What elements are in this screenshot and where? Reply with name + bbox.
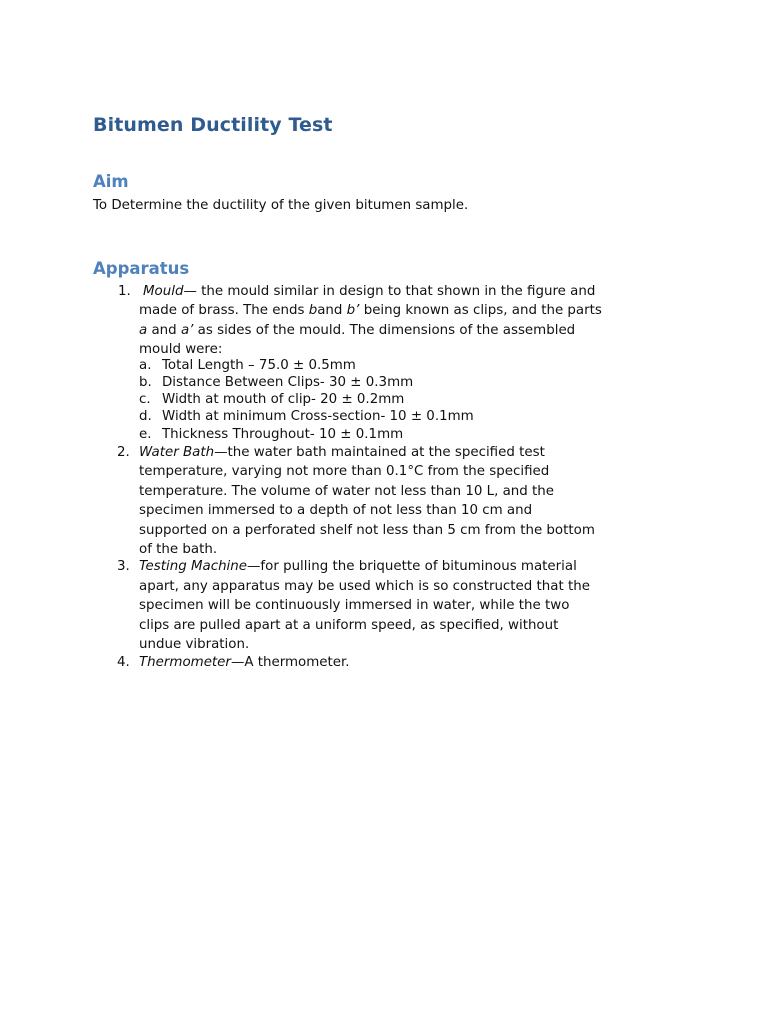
list-line: a and a’ as sides of the mould. The dimensions of the assembled: [139, 323, 576, 338]
list-line: specimen immersed to a depth of not less than 10 cm and: [139, 503, 533, 518]
list-line: mould were:: [139, 342, 223, 357]
list-line: temperature. The volume of water not less than 10 L, and the: [139, 484, 555, 499]
list-line: made of brass. The ends band b’ being known as clips, and the parts: [139, 303, 602, 318]
list-number: 2.: [117, 445, 130, 460]
term-testing-machine: Testing Machine: [139, 559, 248, 574]
aim-text: To Determine the ductility of the given bitumen sample.: [93, 198, 469, 213]
list-line: Mould— the mould similar in design to that shown in the figure and: [143, 284, 596, 299]
list-number: 3.: [117, 559, 130, 574]
document-title: Bitumen Ductility Test: [93, 114, 333, 136]
list-line: temperature, varying not more than 0.1°C from the specified: [139, 464, 550, 479]
list-number: 4.: [117, 655, 130, 670]
list-line: Water Bath—the water bath maintained at the specified test: [139, 445, 545, 460]
list-line: specimen will be continuously immersed in water, while the two: [139, 598, 570, 613]
list-line: Thermometer—A thermometer.: [139, 655, 350, 670]
list-line: undue vibration.: [139, 637, 250, 652]
list-line: apart, any apparatus may be used which is so constructed that the: [139, 579, 590, 594]
term-thermometer: Thermometer: [139, 655, 231, 670]
list-line: clips are pulled apart at a uniform speed, as specified, without: [139, 618, 559, 633]
term-water-bath: Water Bath: [139, 445, 215, 460]
aim-heading: Aim: [93, 172, 129, 191]
list-number: 1.: [118, 284, 131, 299]
apparatus-heading: Apparatus: [93, 259, 190, 278]
term-mould: Mould: [143, 284, 184, 299]
list-line: Testing Machine—for pulling the briquette of bituminous material: [139, 559, 577, 574]
list-line: of the bath.: [139, 542, 218, 557]
document-page: Bitumen Ductility Test Aim To Determine the ductility of the given bitumen sample. Apparatus 1. Mould— the mould similar in design to that shown in the figure and made of brass. The ends band b’ being known as clips, and the parts a and a’ as sides of the mould. The dimensions of the assembled mould were: a. Total Length – 75.0 ± 0.5mm b. Distance Between Clips- 30 ± 0.3mm c. Width at mouth of clip- 20 ± 0.2mm d. Width at minimum Cross-section- 10 ± 0.1mm e. Thickness Throughout- 10 ± 0.1mm 2. Water Bath—the water bath maintained at the specified test temperature, varying not more than 0.1°C from the specified temperature. The volume of water not less than 10 L, and the specimen immersed to a depth of not less than 10 cm and supported on a perforated shelf not less than 5 cm from the bottom of the bath. 3. Testing Machine—for pulling the briquette of bituminous material apart, any apparatus may be used which is so constructed that the specimen will be continuously immersed in water, while the two clips are pulled apart at a uniform speed, as specified, without undue vibration. 4. Thermometer—A thermometer.: [0, 0, 768, 1024]
list-line: supported on a perforated shelf not less than 5 cm from the bottom: [139, 523, 595, 538]
